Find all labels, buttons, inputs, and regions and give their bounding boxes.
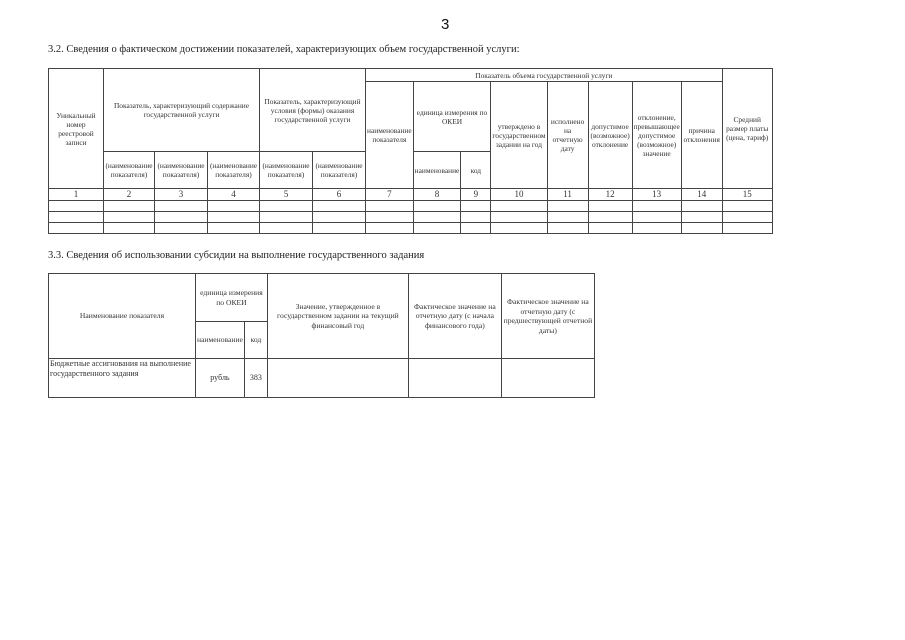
header-approved: утверждено в государственном задании на год	[491, 82, 547, 189]
row-code: 383	[244, 359, 267, 398]
header-sub-indicator: (наименование показателя)	[260, 152, 313, 189]
column-number: 7	[366, 189, 414, 201]
header-unit-okei: единица измерения по ОКЕИ	[196, 274, 268, 322]
volume-indicators-table	[48, 68, 773, 234]
subsidy-usage-table	[48, 273, 595, 398]
page-number: 3	[441, 16, 450, 33]
column-number: 3	[155, 189, 208, 201]
column-number: 13	[632, 189, 681, 201]
column-number: 11	[547, 189, 588, 201]
header-exceeding-deviation: отклонение, превышающее допустимое (возможное) значение	[632, 82, 681, 189]
header-indicator-name: наименование показателя	[366, 82, 414, 189]
header-executed: исполнено на отчетную дату	[547, 82, 588, 189]
row-actual-prev	[501, 359, 594, 398]
header-actual-prev: Фактическое значение на отчетную дату (с предшествующей отчетной даты)	[501, 274, 594, 359]
section-33-title: 3.3. Сведения об использовании субсидии на выполнение государственного задания	[48, 250, 425, 261]
column-number: 5	[260, 189, 313, 201]
header-allowed-deviation: допустимое (возможное) отклонение	[588, 82, 632, 189]
header-indicator-name: Наименование показателя	[49, 274, 196, 359]
row-approved	[267, 359, 408, 398]
header-unique-number: Уникальный номер реестровой записи	[49, 69, 104, 189]
row-actual-from-start	[408, 359, 501, 398]
header-content-indicator: Показатель, характеризующий содержание государственной услуги	[104, 69, 260, 152]
header-approved-value: Значение, утвержденное в государственном задании на текущий финансовый год	[267, 274, 408, 359]
column-number: 10	[491, 189, 547, 201]
header-sub-indicator: (наименование показателя)	[313, 152, 366, 189]
table-row	[49, 212, 773, 223]
column-number: 14	[681, 189, 722, 201]
row-indicator-name: Бюджетные ассигнования на выполнение государственного задания	[49, 359, 196, 398]
column-number: 6	[313, 189, 366, 201]
row-unit: рубль	[196, 359, 245, 398]
column-number: 15	[722, 189, 772, 201]
column-number: 2	[104, 189, 155, 201]
table-row	[49, 359, 595, 398]
header-unit-name: наименование	[413, 152, 461, 189]
header-volume-indicator: Показатель объема государственной услуги	[366, 69, 723, 82]
column-number: 4	[208, 189, 260, 201]
column-number: 12	[588, 189, 632, 201]
table-row	[49, 223, 773, 234]
header-unit-code: код	[461, 152, 491, 189]
header-unit-code: код	[244, 322, 267, 359]
header-sub-indicator: (наименование показателя)	[208, 152, 260, 189]
table-row	[49, 201, 773, 212]
header-actual-from-start: Фактическое значение на отчетную дату (с начала финансового года)	[408, 274, 501, 359]
header-unit-okei: единица измерения по ОКЕИ	[413, 82, 491, 152]
column-number: 1	[49, 189, 104, 201]
header-sub-indicator: (наименование показателя)	[104, 152, 155, 189]
column-number: 8	[413, 189, 461, 201]
header-sub-indicator: (наименование показателя)	[155, 152, 208, 189]
column-number: 9	[461, 189, 491, 201]
header-unit-name: наименование	[196, 322, 245, 359]
header-condition-indicator: Показатель, характеризующий условия (формы) оказания государственной услуги	[260, 69, 366, 152]
header-avg-fee: Средний размер платы (цена, тариф)	[722, 69, 772, 189]
section-32-title: 3.2. Сведения о фактическом достижении показателей, характеризующих объем государственной услуги:	[48, 44, 520, 55]
header-deviation-reason: причина отклонения	[681, 82, 722, 189]
